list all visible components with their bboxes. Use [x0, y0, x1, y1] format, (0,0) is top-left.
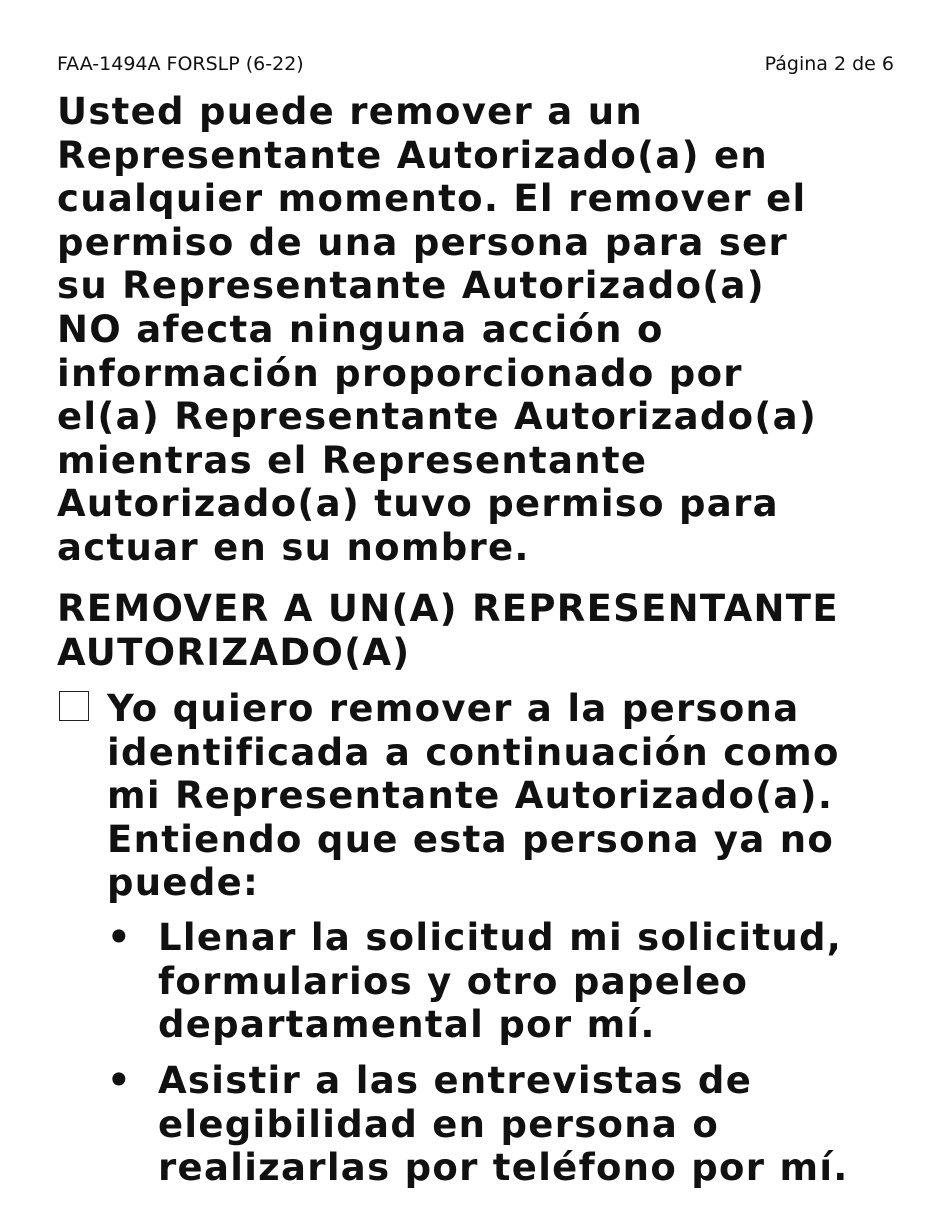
section-title-line: AUTORIZADO(A)	[57, 630, 411, 674]
intro-line: Usted puede remover a un	[57, 90, 643, 133]
intro-line: su Representante Autorizado(a)	[57, 264, 765, 308]
checkbox-label-line: identificada a continuación como	[107, 730, 840, 774]
bullet-line: departamental por mí.	[158, 1003, 656, 1046]
intro-line: Autorizado(a) tuvo permiso para	[57, 482, 779, 526]
section-title-line: REMOVER A UN(A) REPRESENTANTE	[57, 587, 839, 630]
intro-line: Representante Autorizado(a) en	[57, 133, 769, 177]
page-number: Página 2 de 6	[764, 53, 894, 75]
bullet-line: Asistir a las entrevistas de	[158, 1059, 753, 1102]
checkbox-label-line: Entiendo que esta persona ya no	[107, 817, 835, 861]
bullet-icon: •	[107, 916, 132, 959]
intro-line: mientras el Representante	[57, 438, 648, 482]
bullet-line: formularios y otro papeleo	[158, 959, 749, 1003]
remove-representative-label	[107, 687, 840, 905]
checkbox-label-line: mi Representante Autorizado(a).	[107, 774, 834, 817]
bullet-text	[158, 1059, 849, 1190]
intro-line: información proporcionado por	[57, 351, 743, 395]
bullet-line: Llenar la solicitud mi solicitud,	[158, 916, 843, 959]
checkbox-label-line: Yo quiero remover a la persona	[107, 687, 800, 730]
bullet-text	[158, 916, 842, 1047]
intro-line: cualquier momento. El remover el	[57, 177, 807, 221]
checkbox-label-line: puede:	[107, 861, 260, 904]
bullet-line: elegibilidad en persona o	[158, 1102, 720, 1146]
intro-line: actuar en su nombre.	[57, 525, 530, 569]
intro-paragraph	[57, 90, 917, 570]
form-code: FAA-1494A FORSLP (6-22)	[57, 53, 304, 75]
bullet-line: realizarlas por teléfono por mí.	[158, 1146, 849, 1189]
intro-line: NO afecta ninguna acción o	[57, 307, 664, 351]
intro-line: permiso de una persona para ser	[57, 220, 789, 264]
section-title	[57, 587, 839, 674]
bullet-icon: •	[107, 1059, 132, 1102]
intro-line: el(a) Representante Autorizado(a)	[57, 395, 818, 439]
remove-representative-checkbox[interactable]	[59, 691, 89, 721]
